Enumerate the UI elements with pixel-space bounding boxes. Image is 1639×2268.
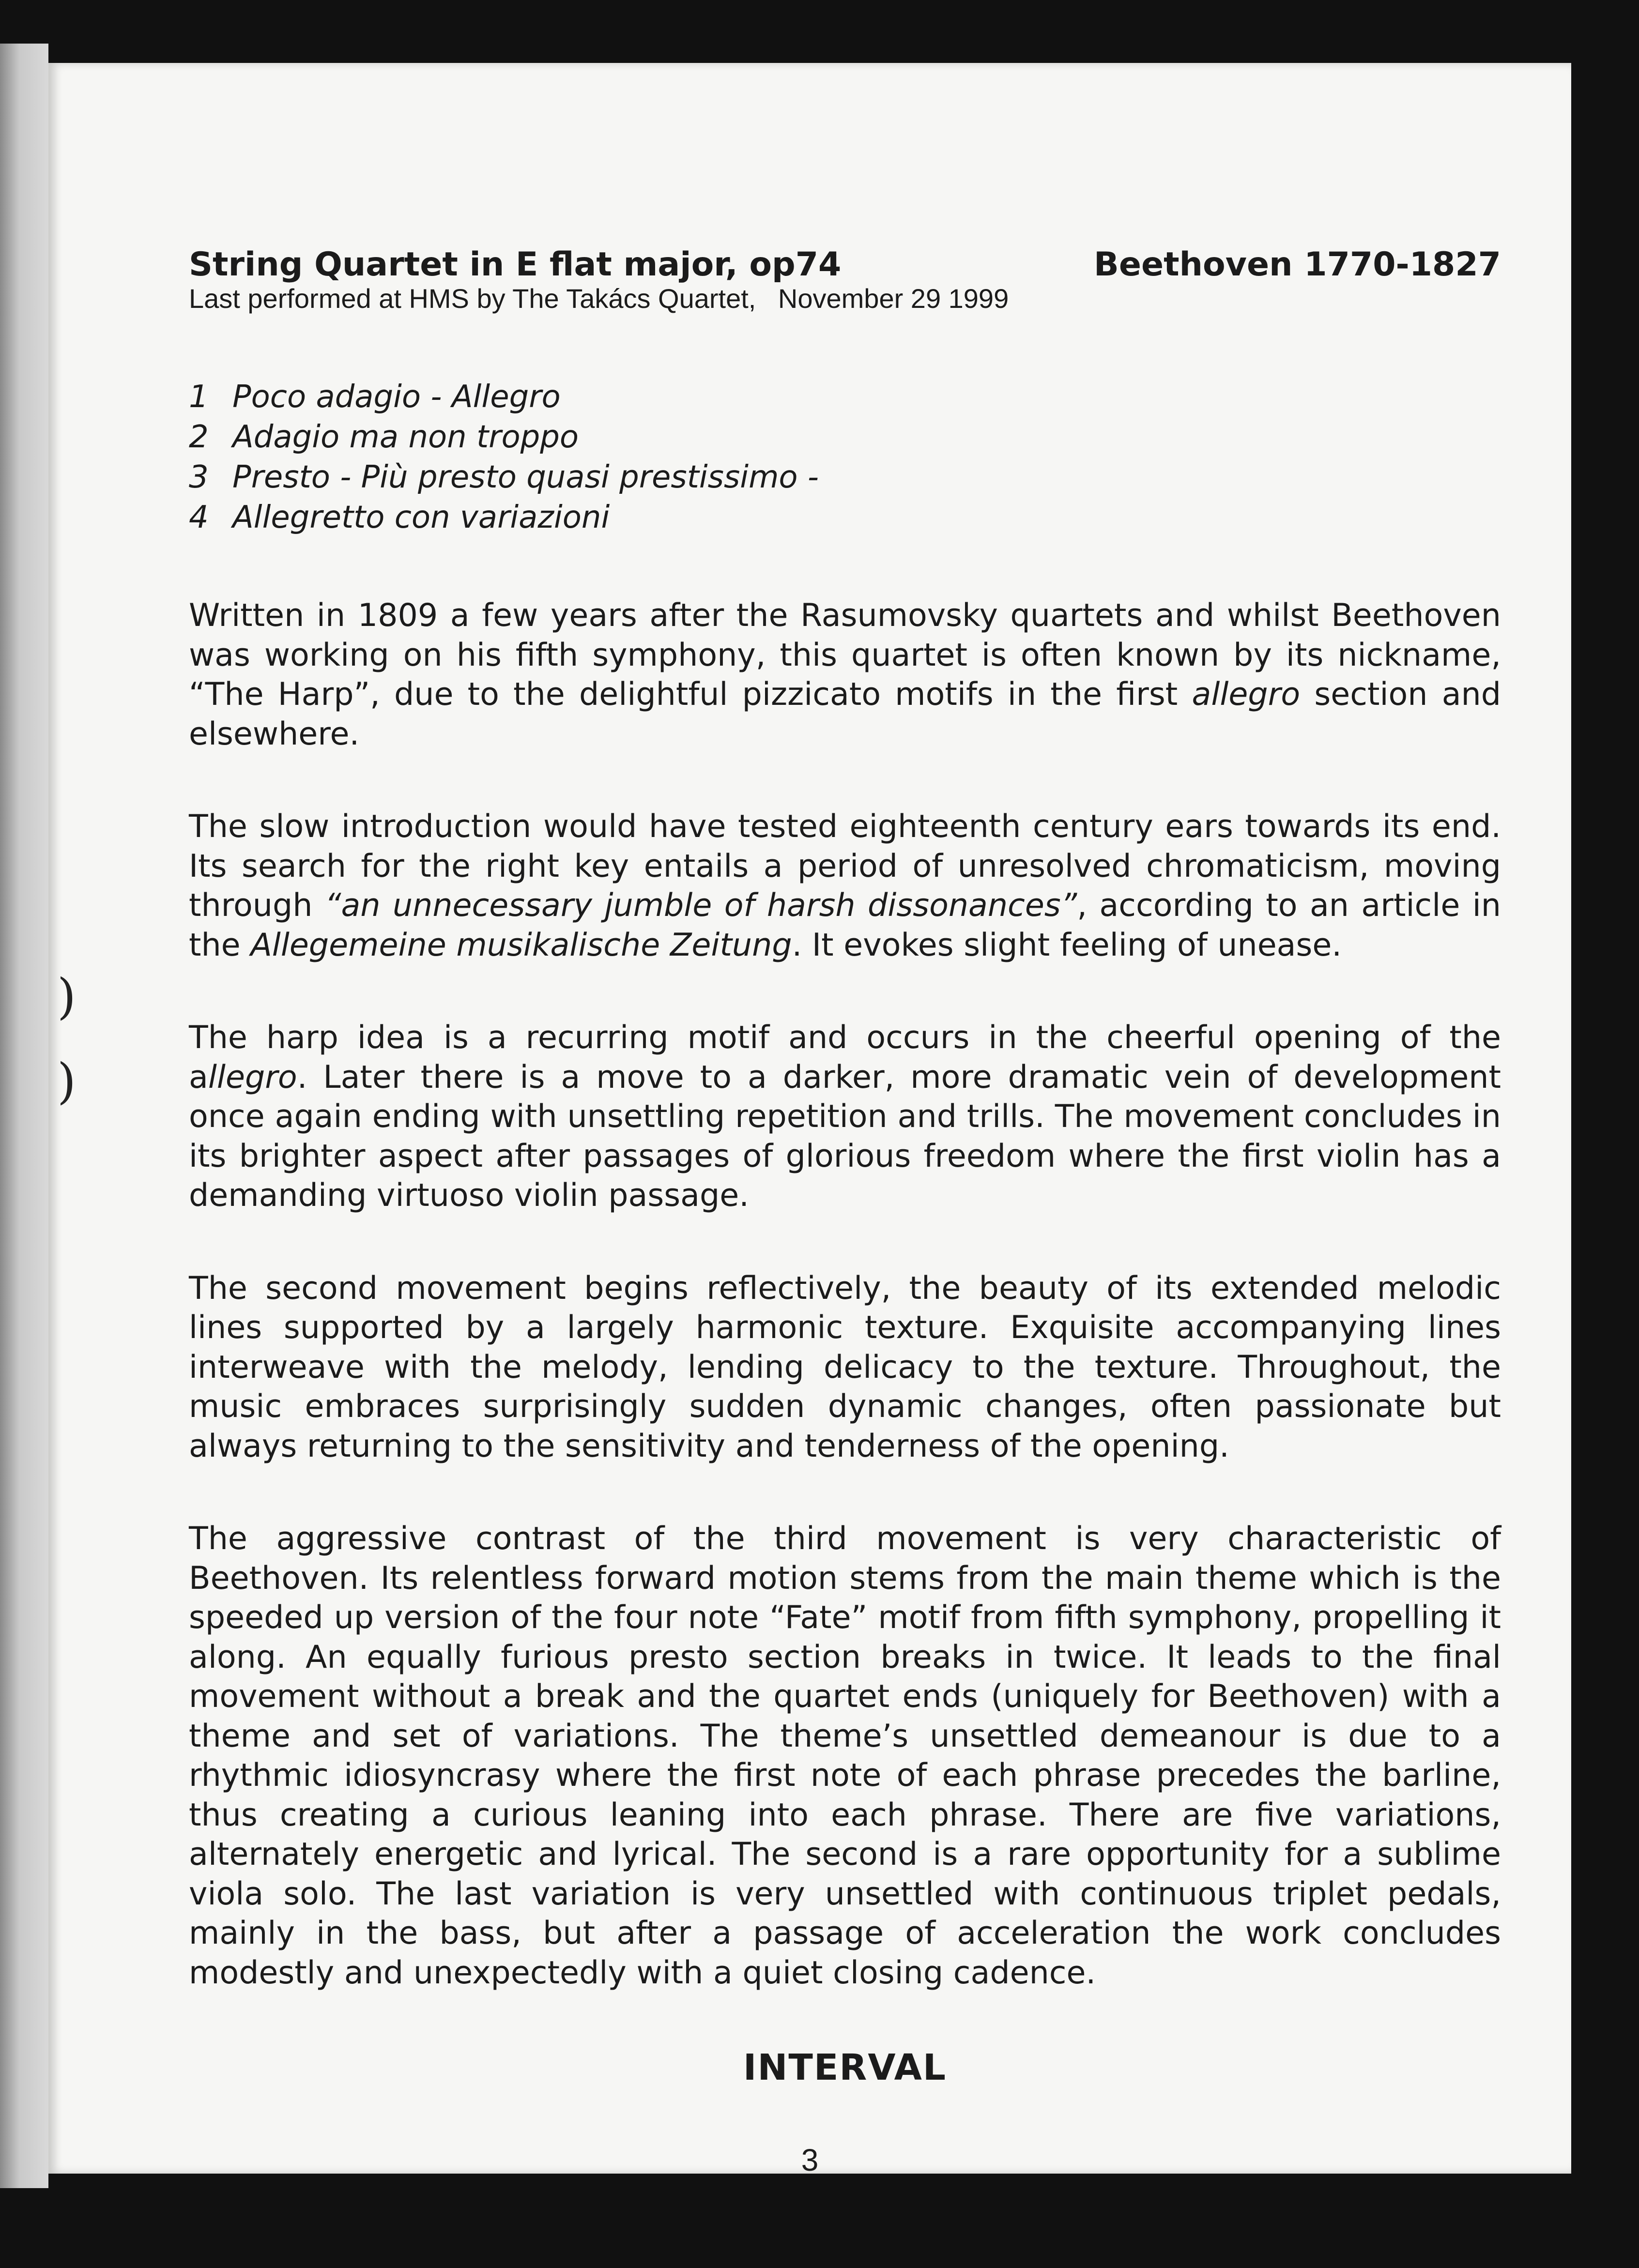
movement-list [189, 377, 1501, 538]
paragraph-text: section and elsewhere. [189, 676, 1501, 752]
binding-thread-mark: ) [57, 1053, 77, 1110]
binding-edge [0, 44, 48, 2188]
paragraph-text: Written in 1809 a few years after the Rasumovsky quartets and whilst Beethoven was working on his fifth symphony, this quartet is often known by its nickname, “The Harp”, due to the delightful pizzicato motifs in the first [189, 597, 1501, 713]
paragraph-harp-motif [189, 1018, 1501, 1216]
booklet-page [48, 63, 1571, 2177]
paragraph-text: . Later there is a move to a darker, more dramatic vein of development once again ending with unsettling repetition and trills. The movement concludes in its brighter aspect after passages of glorious freedom where the first violin has a demanding virtuoso violin passage. [189, 1059, 1501, 1214]
paragraph-introduction [189, 807, 1501, 965]
movement-number: 1 [189, 379, 209, 415]
paragraph-italic-term: allegro [1192, 676, 1301, 713]
movement-name: Adagio ma non troppo [232, 419, 579, 455]
paragraph-publication: Allegemeine musikalische Zeitung [250, 927, 792, 963]
paragraph-text: . It evokes slight feeling of unease. [792, 927, 1342, 963]
interval-heading: INTERVAL [743, 2047, 947, 2088]
paragraph-italic-term: llegro [208, 1059, 297, 1096]
page-number: 3 [801, 2143, 819, 2177]
movement-item [189, 417, 1501, 457]
binding-thread-mark: ) [57, 968, 77, 1025]
paragraph-text: , according to an article in the [189, 887, 1501, 963]
last-performed-line [189, 283, 1501, 314]
movement-item [189, 377, 1501, 417]
movement-item [189, 457, 1501, 498]
last-performed-text: Last performed at HMS by The Takács Quartet, [189, 283, 756, 314]
page-content [189, 244, 1501, 2089]
paragraph-history [189, 596, 1501, 754]
movement-number: 2 [189, 419, 209, 455]
movement-number: 4 [189, 500, 209, 535]
paragraph-third-movement: The aggressive contrast of the third movement is very characteristic of Beethoven. Its relentless forward motion stems from the main theme which is the speeded up version of the four note “Fate” motif from fifth symphony, propelling it along. An equally furious presto section breaks in twice. It leads to the final movement without a break and the quartet ends (uniquely for Beethoven) with a theme and set of variations. The theme’s unsettled demeanour is due to a rhythmic idiosyncrasy where the first note of each phrase precedes the barline, thus creating a curious leaning into each phrase. There are five variations, alternately energetic and lyrical. The second is a rare opportunity for a sublime viola solo. The last variation is very unsettled with continuous triplet pedals, mainly in the bass, but after a passage of acceleration the work concludes modestly and unexpectedly with a quiet closing cadence. [189, 1521, 1501, 1991]
paragraph-quote: “an unnecessary jumble of harsh dissonances” [324, 887, 1077, 924]
piece-title: String Quartet in E flat major, op74 [189, 245, 842, 284]
paragraph-text: The slow introduction would have tested eighteenth century ears towards its end. Its search for the right key entails a period of unresolved chromaticism, moving through [189, 808, 1501, 924]
paragraph-text: The harp idea is a recurring motif and occurs in the cheerful opening of the a [189, 1020, 1501, 1096]
header [189, 244, 1501, 285]
movement-name: Presto - Più presto quasi prestissimo - [232, 459, 819, 495]
movement-item [189, 498, 1501, 538]
paragraph-second-movement: The second movement begins reflectively, the beauty of its extended melodic lines supported by a largely harmonic texture. Exquisite accompanying lines interweave with the melody, lending delicacy to the texture. Throughout, the music embraces surprisingly sudden dynamic changes, often passionate but always returning to the sensitivity and tenderness of the opening. [189, 1270, 1501, 1464]
movement-name: Poco adagio - Allegro [232, 379, 561, 415]
last-performed-date: November 29 1999 [778, 283, 1009, 314]
composer-dates: Beethoven 1770-1827 [1094, 245, 1501, 284]
movement-number: 3 [189, 459, 209, 495]
movement-name: Allegretto con variazioni [232, 500, 610, 535]
